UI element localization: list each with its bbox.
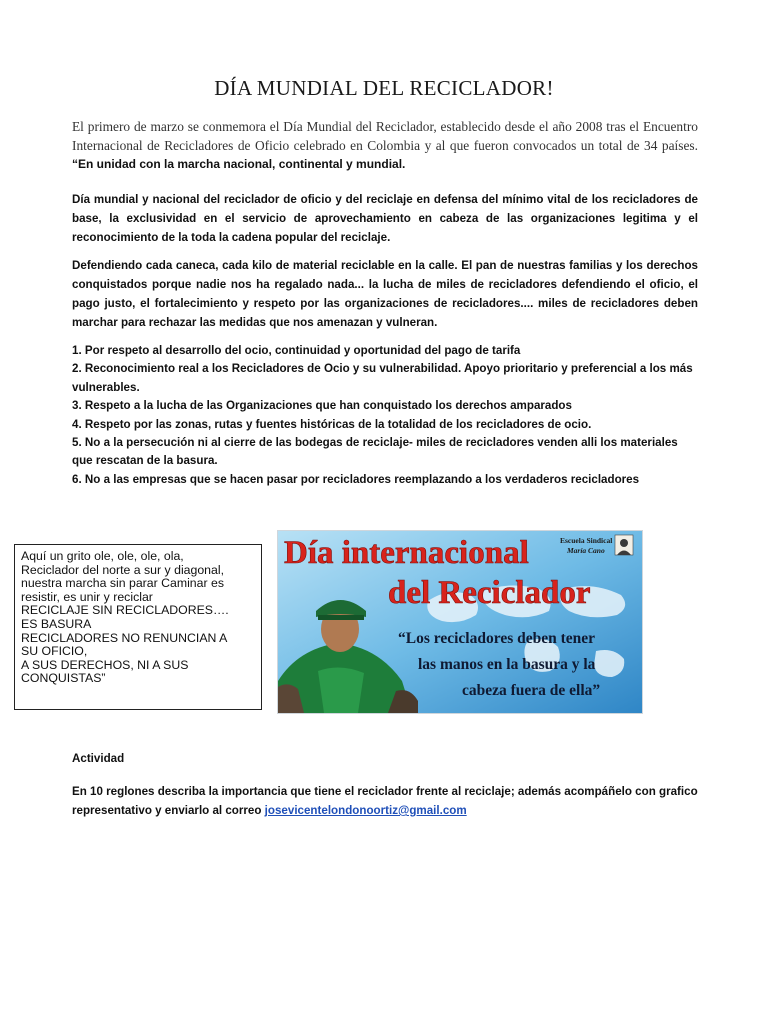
chant-line: A SUS DERECHOS, NI A SUS — [21, 657, 189, 672]
chant-line: RECICLAJE SIN RECICLADORES…. — [21, 603, 229, 618]
banner-title-line2: del Reciclador — [388, 575, 591, 611]
chant-line: CONQUISTAS” — [21, 671, 106, 686]
chant-line: nuestra marcha sin parar Caminar es — [21, 576, 224, 591]
school-name-line2: María Cano — [567, 546, 605, 555]
banner-title-line1: Día internacional — [284, 535, 529, 571]
chant-text-box — [14, 544, 262, 710]
chant-line: resistir, es unir y reciclar — [21, 589, 153, 604]
document-title: DÍA MUNDIAL DEL RECICLADOR! — [214, 76, 554, 100]
chant-line: Aquí un grito ole, ole, ole, ola, — [21, 549, 184, 563]
intro-paragraph — [72, 118, 698, 174]
paragraph-defense: Defendiendo cada caneca, cada kilo de material reciclable en la calle. El pan de nuestras familias y los derechos conquistados porque nadie nos ha regalado nada... la lucha de miles de recicladores defendiendo el oficio, el pago justo, el fortalecimiento y respeto por las organizaciones de recicladores.... miles de recicladores deben marchar para rechazar las medidas que nos amenazan y vulneran. — [72, 259, 698, 329]
school-name-line1: Escuela Sindical — [560, 536, 613, 545]
recycler-day-banner — [277, 530, 643, 714]
email-link[interactable]: josevicentelondonoortiz@gmail.com — [264, 804, 467, 817]
activity-instructions — [72, 782, 698, 820]
banner-quote-line3: cabeza fuera de ella” — [462, 682, 601, 699]
chant-line: SU OFICIO, — [21, 644, 88, 659]
demand-item: 2. Reconocimiento real a los Recicladores de Ocio y su vulnerabilidad. Apoyo prioritario y preferencial a los más vulnerables. — [72, 362, 693, 394]
banner-graphic — [278, 531, 642, 713]
paragraph-day-description: Día mundial y nacional del reciclador de oficio y del reciclaje en defensa del mínimo vital de los recicladores de base, la exclusividad en el servicio de aprovechamiento en cabeza de las organizaciones legitima y el reconocimiento de la toda la cadena popular del reciclaje. — [72, 193, 698, 244]
banner-quote-line2: las manos en la basura y la — [418, 656, 596, 673]
demand-item: 5. No a la persecución ni al cierre de las bodegas de reciclaje- miles de recicladores venden alli los materiales que rescatan de la basura. — [72, 436, 678, 468]
chant-line: Reciclador del norte a sur y diagonal, — [21, 562, 225, 577]
demand-item: 1. Por respeto al desarrollo del ocio, continuidad y oportunidad del pago de tarifa — [72, 344, 521, 357]
chant-line: RECICLADORES NO RENUNCIAN A — [21, 630, 228, 645]
activity-heading: Actividad — [72, 752, 125, 765]
demands-list — [72, 342, 698, 489]
chant-line: ES BASURA — [21, 616, 92, 631]
demand-item: 6. No a las empresas que se hacen pasar por recicladores reemplazando a los verdaderos recicladores — [72, 472, 640, 486]
demand-item: 4. Respeto por las zonas, rutas y fuentes históricas de la totalidad de los recicladores de ocio. — [72, 417, 592, 431]
activity-text: En 10 reglones describa la importancia que tiene el reciclador frente al reciclaje; además acompáñelo con grafico representativo y enviarlo al correo — [72, 785, 698, 817]
banner-quote-line1: “Los recicladores deben tener — [398, 630, 596, 647]
intro-text: El primero de marzo se conmemora el Día Mundial del Reciclador, establecido desde el año 2008 tras el Encuentro Internacional de Recicladores de Oficio celebrado en Colombia y al que fueron convocados un total de 34 países. — [72, 119, 698, 153]
school-logo-portrait — [615, 535, 633, 555]
demand-item: 3. Respeto a la lucha de las Organizaciones que han conquistado los derechos amparados — [72, 399, 572, 413]
intro-quote: “En unidad con la marcha nacional, continental y mundial. — [72, 157, 406, 171]
